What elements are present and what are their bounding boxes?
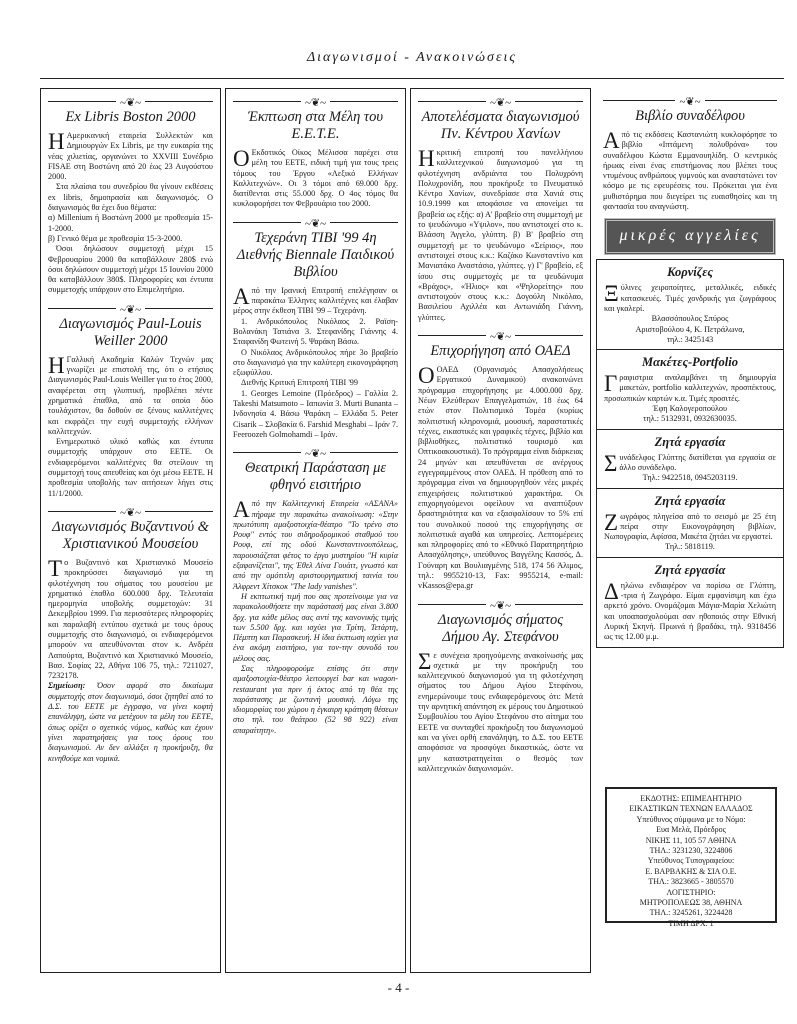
article-paragraph: Σε συνέχεια προηγούμενης ανακοίνωσής μας σχετικά με την προκήρυξη του καλλιτεχνικού διαγωνισμού για τη φιλοτέχνηση σήματος του Δήμου Αγίου Στεφάνου, ενημερώνουμε τους ενδιαφερόμενους ότι: Μετά την αρνητική απάντηση εκ μέρους του Δημοτικού Συμβουλίου του Αγίου Στεφάνου στο αίτημα του ΕΕΤΕ να συνταχθεί προκήρυξη του διαγωνισμού και να γίνει ορθή επανάληψη, το Δ.Σ. του ΕΕΤΕ αποφάσισε να προσφύγει δικαστικώς, ώστε να μην καταστρατηγείται ο θεσμός των καλλιτεχνικών διαγωνισμών. [418,648,583,773]
imprint-line: Ε. ΒΑΡΒΑΚΗΣ & ΣΙΑ Ο.Ε. [645,866,737,876]
article-title: Θεατρική Παράσταση με φθηνό εισιτήριο [244,460,387,494]
ornament-divider: ~❦~ [418,327,583,341]
drop-cap: Ο [418,363,435,389]
drop-cap: Σ [604,450,618,476]
article-paragraph: Όσοι δηλώσουν συμμετοχή μέχρι 15 Φεβρουαρίου 2000 θα καταβάλλουν 280$ ενώ όσοι δηλώσουν συμμετοχή μέχρι 15 Ιουνίου 2000 θα καταβάλλουν 380$. Πληροφορίες και έντυπα συμμετοχής υπάρχουν στο Επιμελητήριο. [48,244,213,295]
imprint-line: ΕΚΔΟΤΗΣ: ΕΠΙΜΕΛΗΤΗΡΙΟ [640,794,742,803]
drop-cap: Ζ [604,509,619,535]
classifieds-banner: μικρές αγγελίες [604,218,776,255]
article-paragraph: Η Γαλλική Ακαδημία Καλών Τεχνών μας γνωρίζει με επιστολή της, ότι ο ετήσιος Διαγωνισμός Paul-Louis Weiller για το έτος 2000, αναφέρεται στη γλυπτική, προβλέπει πέντε χρηματικά έπαθλα, από τα οποία δύο τουλάχιστον, θα δοθούν σε ξένους καλλιτέχνες και εκφράζει την ευχή συμμετοχής ελλήνων καλλιτεχνών. [48,352,213,436]
article-title: Ex Libris Boston 2000 [65,109,196,125]
section-title: Διαγωνισμοί - Ανακοινώσεις [306,50,518,65]
article-paragraph: Η εκπτωτική τιμή που σας προτείνουμε για να παρακολουθήσετε την παράστασή μας είναι 3.800 δρχ. για κάθε μέλος σας αντί της κανονικής τιμής των 5.500 δρχ. και ισχύει για Τρίτη, Τετάρτη, Πέμπτη και Παρασκευή. Η ίδια έκπτωση ισχύει για ένα ακόμη εισιτήριο, για τον-την συνοδό του μέλους σας. [233,591,398,663]
ad-text: Συνάδελφος Γλύπτης διατίθεται για εργασία σε άλλο συνάδελφο. [604,450,776,476]
ornament-divider: ~❦~ [233,214,398,228]
publisher-imprint [605,787,777,928]
drop-cap: Η [48,352,65,378]
ad-contact: Βλασσόπουλος Σπύρος [651,314,729,324]
drop-cap: Α [233,497,250,523]
column-3 [410,88,591,973]
drop-cap: Α [233,283,250,309]
imprint-line: ΤΙΜΗ ΔΡΧ. 1 [668,918,714,928]
column-1 [40,88,221,973]
drop-cap: Η [418,146,435,171]
ornament-divider: ~❦~ [418,596,583,610]
drop-cap: Δ [604,578,619,604]
ad-contact: Έφη Καλογεροπούλου [652,404,728,414]
article-title: Αποτελέσματα διαγωνισμού Πν. Κέντρου Χανίων [421,109,580,142]
article-paragraph: Το Βυζαντινό και Χριστιανικό Μουσείο προκηρύσσει διαγωνισμό για τη φιλοτέχνηση του σήματος του μουσείου με χρηματικό έπαθλο 600.000 δρχ. Τελευταία ημερομηνία υποβολής συμμετοχών: 31 Δεκεμβρίου 1999. Για περισσότερες πληροφορίες και παραλαβή εντύπου σχετικά με τους όρους συμμετοχής στο διαγωνισμό, οι ενδιαφερόμενοι μπορούν να απευθύνονται στον κ. Ανδρέα Λαπούρτα, Βυζαντινό και Χριστιανικό Μουσείο, Βασ. Σοφίας 22, Αθήνα 106 75, τηλ.: 7211027, 7232178. [48,555,213,681]
article-paragraph: Ο Εκδοτικός Οίκος Μέλισσα παρέχει στα μέλη του ΕΕΤΕ, ειδική τιμή για τους τρεις τόμους του Έργου «Λεξικό Ελλήνων Καλλιτεχνών». Οι 3 τόμοι από 69.000 δρχ. διατίθενται στις 55.000 δρχ. Ο 4ος τόμος θα κυκλοφορήσει τον Φεβρουάριο του 2000. [233,146,398,209]
imprint-line: ΜΗΤΡΟΠΟΛΕΩΣ 38, ΑΘΗΝΑ [639,898,743,908]
ornament-divider: ~❦~ [48,93,213,107]
ad-text: Δηλώνω ενδιαφέρον να πορίσω σε Γλύπτη, -τρια ή Ζωγράφο. Είμαι εμφανίσιμη και έχω αρκετό χρόνο. Ονομάζομαι Μάγια-Μαρία Χελιώτη και υποαπασχολούμαι σαν ηθοποιός στην Εθνική Λυρική Σκηνή. Πρωινά ή βραδάκι, τηλ. 9318456 ως τις 12.00 μ.μ. [604,578,776,642]
ad-contact: Τηλ.: 5818119. [665,542,715,552]
article-paragraph: 1. Ανδρικόπουλος Νικόλαος 2. Ραϊση-Βολανάκη Τατιάνα 3. Στεφανίδης Γιάννης 4. Σταφανίδη Φωτεινή 5. Ψαράκη Βάσω. [233,316,398,347]
article-paragraph: Διεθνής Κριτική Επιτροπή ΤΙΒΙ '99 [241,378,358,388]
article-title: Διαγωνισμός σήματος Δήμου Αγ. Στεφάνου [437,611,564,645]
ornament-divider: ~❦~ [233,93,398,107]
page-header [40,50,784,79]
article-note: Σημείωση: Όσον αφορά στο δικαίωμα συμμετοχής στον διαγωνισμό, όσοι ζητηθεί από το Δ.Σ. του ΕΕΤΕ με έγγραφο, να γίνει κοφτή επανάληψη, ώστε να μετέχουν τα μέλη του ΕΕΤΕ, όπως ορίζει ο σχετικός νόμος, καθώς και έχουν γίνει παρατηρήσεις για τους όρους του διαγωνισμού. Αν δεν αλλάξει η προκήρυξη, θα κινηθούμε και νομικά. [48,681,213,763]
article-paragraph: Ο Νικόλαος Ανδρικόπουλος πήρε 3ο βραβείο στο διαγωνισμό για την καλύτερη εικονογράφηση εξωφύλλου. [233,347,398,378]
imprint-line: ΤΗΛ.: 3231230, 3224806 [649,846,733,856]
drop-cap: Α [603,128,620,153]
article-paragraph: Η Αμερικανική εταιρεία Συλλεκτών και Δημιουργών Ex Libris, με την ευκαιρία της νέας χιλιετίας, οργανώνει το XXVIII Συνέδριο FISAE στη Βοστώνη από 20 έως 23 Αυγούστου 2000. [48,129,213,182]
article-paragraph: 1. Georges Lemoine (Πρόεδρος) – Γαλλία 2. Takeshi Matsumoto – Ιαπωνία 3. Murti Bunanta – Ινδονησία 4. Βάσω Ψαράκη – Ελλάδα 5. Peter Cisarik – Σλοβακία 6. Farshid Mesghabi – Ιράν 7. Feeroozeh Golmohamdi – Ιράν. [233,388,398,439]
drop-cap: Σ [418,648,432,674]
ornament-divider: ~❦~ [48,503,213,517]
ad-text: Ξύλινες χειροποίητες, μεταλλικές, ειδικές κατασκευές. Τιμές χονδρικής για ζωγράφους και γκαλερί. [604,281,776,313]
ad-contact: τηλ.: 3425143 [666,334,714,344]
ad-text: Γραφιστρια αναλαμβάνει τη δημιουργία μακετών, portfolio καλλιτεχνών, προσπέκτους, προσωπικών καρτών κ.α. Τιμές προσιτές. [604,371,776,403]
ornament-divider: ~❦~ [233,444,398,458]
imprint-line: ΝΙΚΗΣ 11, 105 57 ΑΘΗΝΑ [645,835,737,845]
article-paragraph: Ηκριτική επιτροπή του πανελλήνιου καλλιτεχνικού διαγωνισμού για τη φιλοτέχνηση ανδριάντα του Πολυχρόνη Πολυχρονίδη, που προκήρυξε το Πνευματικό Κέντρο Χανίων, συνεδρίασε στα Χανιά στις 10.9.1999 και αποφάσισε να απονείμει τα βραβεία ως εξής: α) Α' βραβείο στη συμμετοχή με το ψευδώνυμο «Υψιλον», που αντιστοιχεί στο κ. Βλάσση Άγγελο, γλύπτη. β) Β' βραβείο στη συμμετοχή με το ψευδώνυμο «Σείριος», που αντιστοιχεί στους κ.κ.: Καζάκο Κωνσταντίνο και Μανιατάκο Αναστάσιο, γλύπτες. γ) Γ' βραβείο, εξ ίσου στις συμμετοχές με τα ψευδώνυμα «Βράχος», «Ήλιος» και «Ψηλορείτης» που αντιστοιχούν στους κ.κ.: Δογούλη Νικόλαο, Βασιλείου Αχιλλέα και Αντωνιάδη Γιάννη, γλύπτες. [418,146,583,322]
imprint-line: ΤΗΛ.: 3245261, 3224428 [649,908,733,918]
imprint-line: Υπεύθυνος Τυπογραφείου: [647,856,735,866]
ad-contact: τηλ.: 5132931, 0932630035. [643,414,737,424]
article-paragraph: Ενημερωτικό υλικό καθώς και έντυπα συμμετοχής υπάρχουν στο ΕΕΤΕ. Οι ενδιαφερόμενοι καλλιτέχνες θα στείλουν τη συμμετοχή τους απευθείας και όχι μέσω ΕΕΤΕ. Η προθεσμία υποβολής των αιτήσεων λήγει στις 11/1/2000. [48,437,213,498]
ad-title: Ζητά εργασία [654,562,726,577]
article-paragraph: Στα πλαίσια του συνεδρίου θα γίνουν εκθέσεις ex libris, δημοπρασία και διαγωνισμός. Ο διαγωνισμός θα έχει δυο θέματα: [48,182,213,213]
classifieds-box [596,259,784,647]
article-title: Διαγωνισμός Βυζαντινού & Χριστιανικού Μουσείου [52,518,209,552]
article-paragraph: ΟΟΑΕΔ (Οργανισμός Απασχολήσεως Εργατικού Δυναμικού) ανακοινώνει πρόγραμμα επιχορήγησης με 4.000.000 δρχ. Νέων Ελεύθερων Επαγγελματιών, 18 έως 64 ετών στον Πολιτισμικό Τομέα (κυρίως πολιτιστική κληρονομιά, μουσική, παραστατικές τέχνες, εικαστικές και γραφικές τέχνες, βιβλίο και βιβλιοθήκες, πολιτιστικό τουρισμό και Οπτικοακουστικά). Το πρόγραμμα είναι διάρκειας 24 μηνών και απευθύνεται σε ανέργους εγγεγραμμένους στον ΟΑΕΔ. Η πρόθεση από το πρόγραμμα είναι να δημιουργηθούν νέες μικρές επιχειρήσεις πολιτιστικού χαρακτήρα. Οι επιχορηγούμενοι οφείλουν να αναπτύξουν δραστηριότητα και να εξασφαλίσουν το 5% επί του συνολικού ποσού της επιχορήγησης σε πολιτιστικά αγαθά και υπηρεσίες. Λεπτομέρειες και πληροφορίες από το «Εθνικό Παρατηρητήριο Απασχόλησης», υπεύθυνος Βαγγέλης Κασσός, Δ. Γούναρη και Βουλιαγμένης 518, 174 56 Άλιμος, τηλ.: 9955210-13, Fax: 9955214, e-mail: vKassos@epa.gr [418,363,583,591]
classified-ad [597,349,783,428]
classified-ad [597,488,783,557]
imprint-line: Υπεύθυνος σύμφωνα με το Νόμο: [636,814,746,824]
article-title: Βιβλίο συναδέλφου [635,108,745,124]
drop-cap: Γ [604,371,618,397]
ornament-divider: ~❦~ [418,93,583,107]
ad-contact: Τηλ.: 9422518, 0945203119. [642,473,738,483]
imprint-line: ΤΗΛ.: 3823665 - 3805570 [648,877,734,887]
ornament-divider: ~❦~ [603,92,777,106]
drop-cap: Τ [48,555,63,581]
ornament-divider: ~❦~ [48,300,213,314]
article-title: Επιχορήγηση από ΟΑΕΔ [430,343,571,360]
drop-cap: Η [48,129,65,154]
ad-title: Κορνίζες [667,265,713,280]
article-paragraph: Από την Καλλιτεχνική Εταιρεία «ΑΣΑΝΑ» πήραμε την παρακάτω ανακοίνωση: «Στην πρωτότυπη αμαξοστοιχία-θέατρο "Το τρένο στο Ρουφ" εντός του σιδηροδρομικού σταθμού του Ρουφ, επί της οδού Κωνσταντινουπόλεως, παρουσιάζεται φέτος το έργο μυστηρίου "Η κυρία εξαφανίζεται", της Έθελ Λίνα Γουάιτ, γνωστό και από την ομότιτλη αριστουργηματική ταινία του Άλφρεντ Χίτσκοκ "The lady vanishes". [233,497,398,591]
drop-cap: Ο [233,146,250,171]
page-number: - 4 - [387,980,410,995]
ad-contact: Αριστοβούλου 4, Κ. Πετράλωνα, [635,324,745,334]
imprint-line: ΛΟΓΙΣΤΗΡΙΟ: [666,887,716,897]
article-paragraph: β) Γενικό θέμα με προθεσμία 15-3-2000. [48,233,183,243]
article-paragraph: α) Millenium ή Βοστώνη 2000 με προθεσμία 15-1-2000. [48,213,213,233]
article-paragraph: Από την Ιρανική Επιτροπή επελέγησαν οι παρακάτω Έλληνες καλλιτέχνες και έλαβαν μέρος στην έκθεση ΤΙΒΙ '99 – Τεχεράνη. [233,283,398,316]
article-paragraph: Από τις εκδόσεις Καστανιώτη κυκλοφόρησε το βιβλίο «Ιπτάμενη πολυθρόνα» του συναδέλφου Κώστα Εμμανουηλίδη. Ο κεντρικός ήρωας είναι ένας επιστήμονας που βλέπει τους ντυμένους ανθρώπους γυμνούς και αναστατώνει τον κόσμο με τις εφευρέσεις του. Πρόκειται για ένα μυθιστόρημα που διεγείρει τις ευαισθησίες και τη φαντασία του αναγνώστη. [603,128,777,212]
column-2 [225,88,406,973]
ad-title: Μακέτες-Portfolio [641,355,739,370]
article-title: Τεχεράνη ΤΙΒΙ '99 4η Διεθνής Biennale Παιδικού Βιβλίου [236,229,395,280]
imprint-line: ΕΙΚΑΣΤΙΚΩΝ ΤΕΧΝΩΝ ΕΛΛΑΔΟΣ [629,804,753,814]
ad-title: Ζητά εργασία [654,493,726,508]
classified-ad [597,260,783,349]
classified-ad [597,557,783,647]
article-paragraph: Σας πληροφορούμε επίσης ότι στην αμαξοστοιχία-θέατρο λειτουργεί bar και wagon-restaurant για πριν ή έκτος από τη θέα της παράστασης με ζωντανή μουσική. Λόγω της ιδιομορφίας του χώρου η έγκαιρη κράτηση θέσεων στο τηλ. του θεάτρου (52 98 922) είναι απαραίτητη». [233,663,398,735]
article-title: Έκπτωση στα Μέλη του Ε.Ε.Τ.Ε. [247,109,384,142]
ad-title: Ζητά εργασία [654,434,726,449]
drop-cap: Ξ [604,281,619,307]
imprint-line: Ευα Μελά, Πρόεδρος [656,825,726,835]
article-title: Διαγωνισμός Paul-Louis Weiller 2000 [59,315,202,349]
ad-text: Ζωγράφος πληγείσα από το σεισμό με 25 έτη πείρα στην Εικονογράφηση βιβλίων, Νωπογραφία, Αφίσσα, Μακέτα ζητάει να εργαστεί. [604,509,776,542]
classified-ad [597,429,783,488]
